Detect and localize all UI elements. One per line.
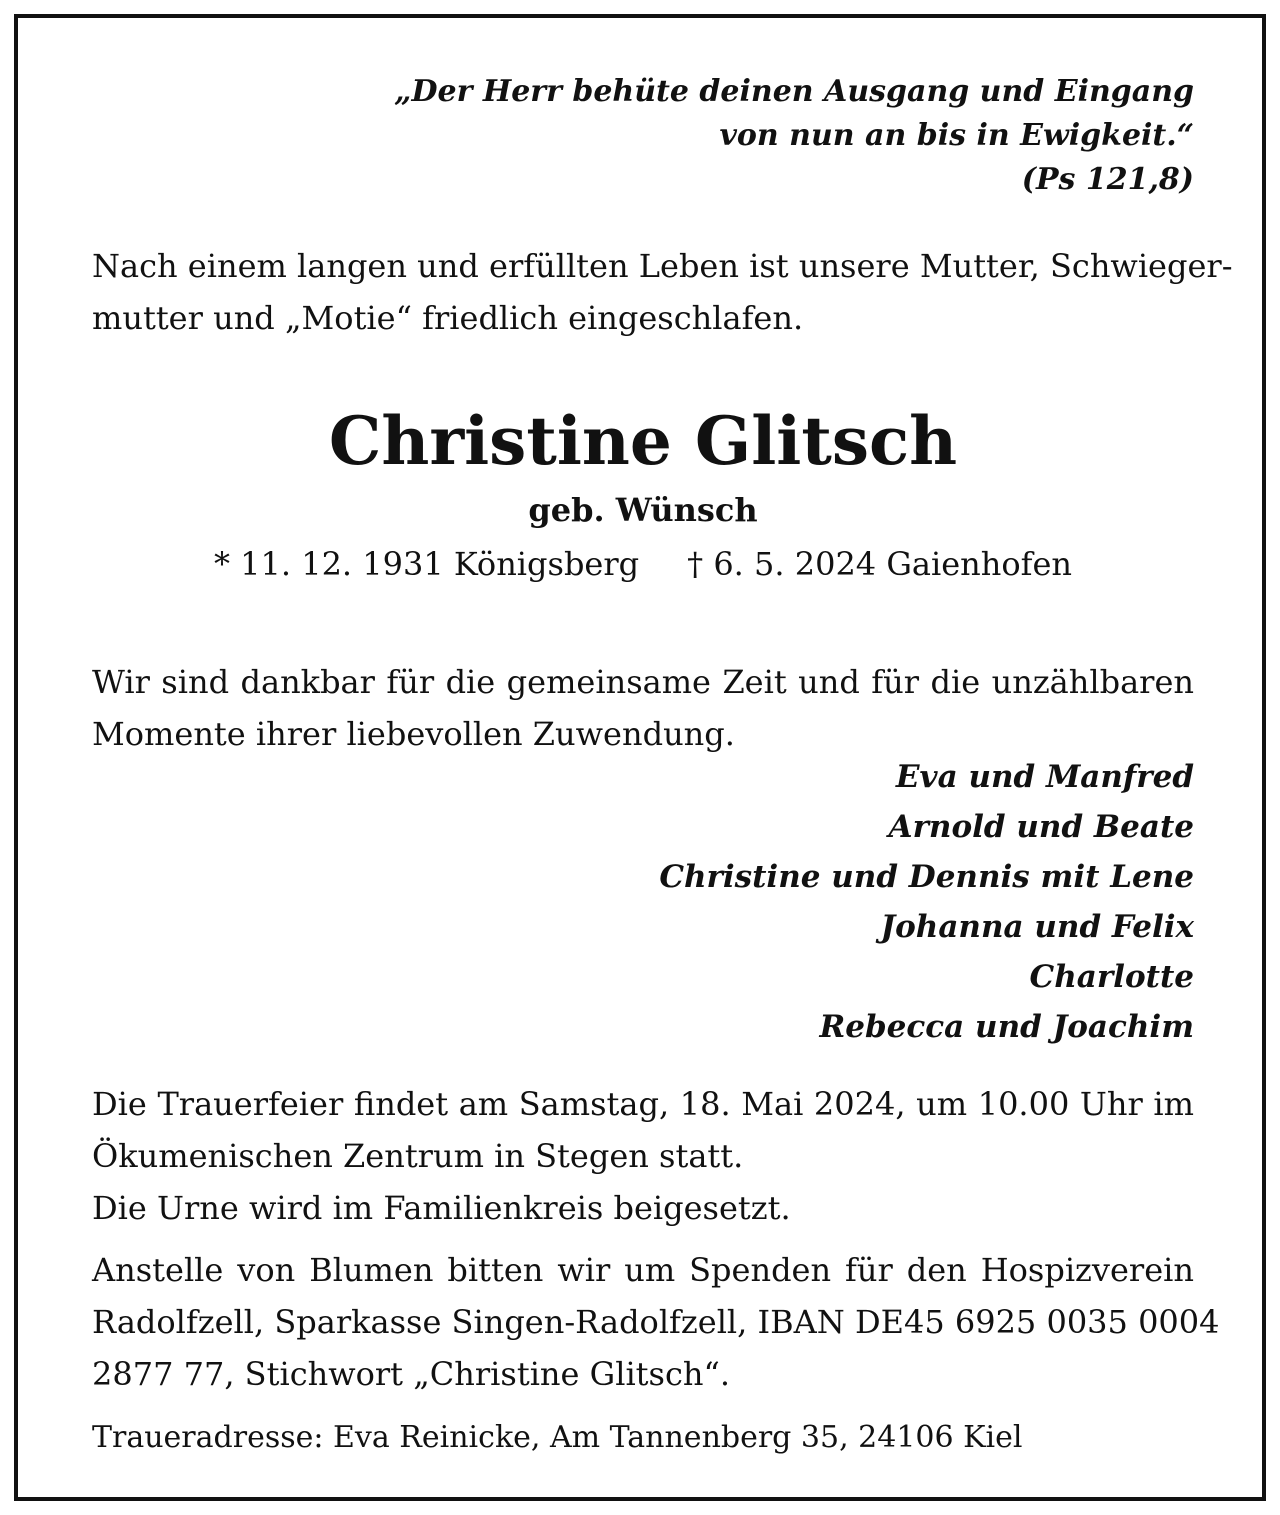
mourner-entry: Rebecca und Joachim — [819, 1009, 1194, 1045]
intro-text — [92, 240, 1233, 344]
obituary-notice — [14, 14, 1266, 1501]
bible-verse — [394, 70, 1194, 202]
birth-name: geb. Wünsch — [528, 491, 758, 529]
thanks-line: Wir sind dankbar für die gemeinsame Zeit und für die unzählbaren — [92, 663, 1194, 701]
service-line: Die Trauerfeier findet am Samstag, 18. Mai 2024, um 10.00 Uhr im — [92, 1085, 1194, 1123]
donation-info — [92, 1244, 1220, 1400]
mourners-list — [659, 752, 1194, 1052]
death-date: † 6. 5. 2024 Gaienhofen — [687, 545, 1073, 583]
verse-line: „Der Herr behüte deinen Ausgang und Eingang — [394, 74, 1194, 109]
mourning-address: Traueradresse: Eva Reinicke, Am Tannenberg 35, 24106 Kiel — [92, 1420, 1023, 1455]
donation-line: 2877 77, Stichwort „Christine Glitsch“. — [92, 1355, 731, 1393]
donation-line: Anstelle von Blumen bitten wir um Spenden für den Hospizverein — [92, 1251, 1194, 1289]
thanks-line: Momente ihrer liebevollen Zuwendung. — [92, 715, 735, 753]
life-dates — [92, 538, 1194, 590]
mourner-entry: Charlotte — [1029, 959, 1194, 995]
birth-date: * 11. 12. 1931 Königsberg — [213, 545, 640, 583]
funeral-service-info — [92, 1078, 1194, 1234]
mourner-entry: Arnold und Beate — [888, 809, 1194, 845]
service-line: Die Urne wird im Familienkreis beigesetzt. — [92, 1189, 791, 1227]
verse-reference: (Ps 121,8) — [1021, 162, 1194, 197]
mourner-entry: Johanna und Felix — [880, 909, 1194, 945]
thanks-text — [92, 656, 1194, 760]
verse-line: von nun an bis in Ewigkeit.“ — [719, 118, 1194, 153]
service-line: Ökumenischen Zentrum in Stegen statt. — [92, 1137, 744, 1175]
donation-line: Radolfzell, Sparkasse Singen-Radolfzell, IBAN DE45 6925 0035 0004 — [92, 1303, 1220, 1341]
mourner-entry: Christine und Dennis mit Lene — [659, 859, 1194, 895]
mourner-entry: Eva und Manfred — [895, 759, 1194, 795]
intro-line: mutter und „Motie“ friedlich eingeschlafen. — [92, 299, 804, 337]
intro-line: Nach einem langen und erfüllten Leben ist unsere Mutter, Schwieger- — [92, 247, 1233, 285]
deceased-name: Christine Glitsch — [328, 402, 958, 480]
